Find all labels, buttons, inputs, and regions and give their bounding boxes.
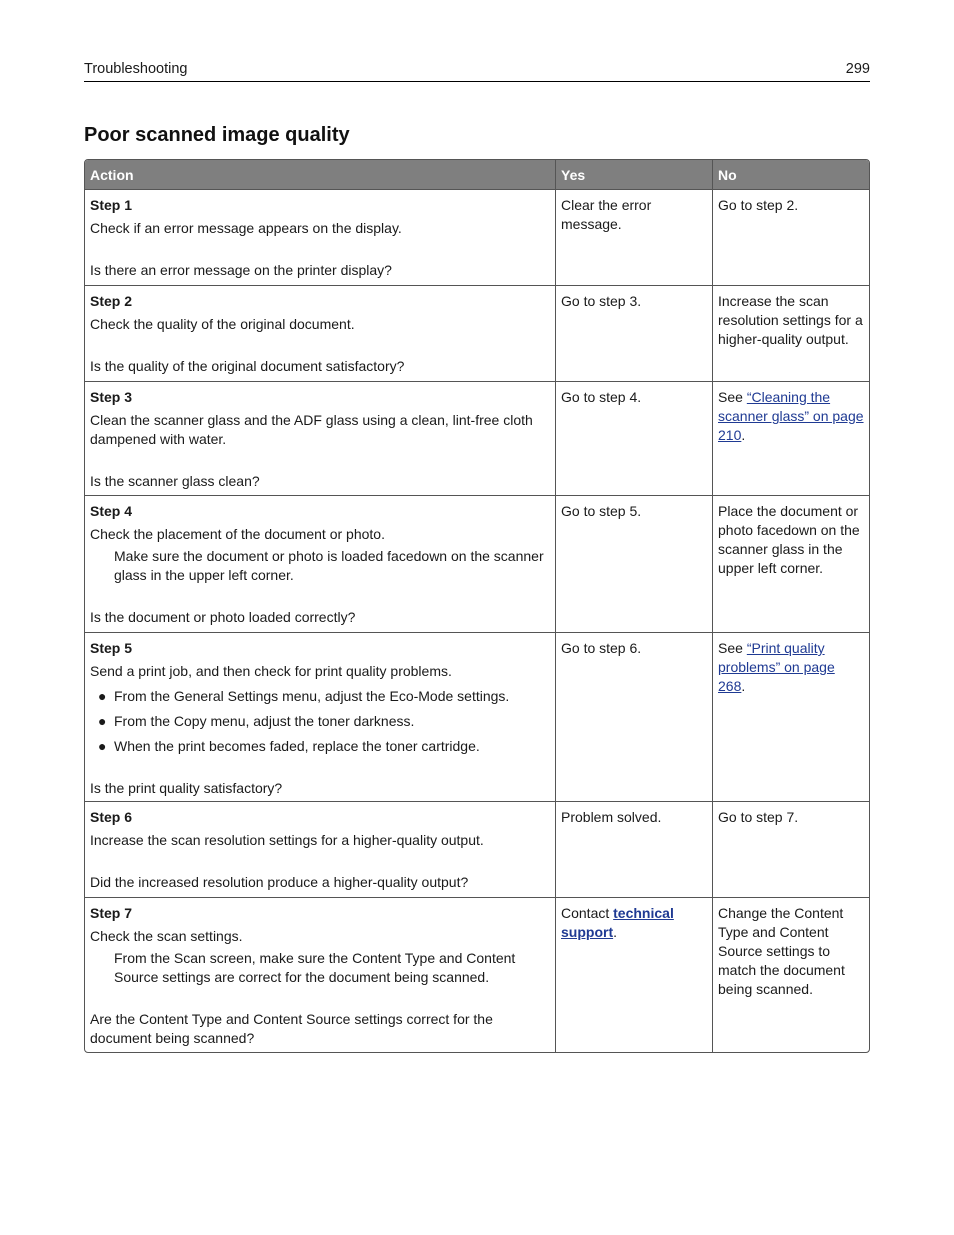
action-cell: [85, 382, 556, 495]
step-title: Step 1: [90, 197, 133, 213]
no-suffix: .: [741, 678, 746, 694]
table-row: [85, 801, 869, 897]
no-prefix: See: [718, 640, 747, 656]
no-cell: Place the document or photo facedown on the scanner glass in the upper left corner.: [718, 503, 860, 576]
step-instruction: Check the placement of the document or photo.: [90, 526, 385, 542]
page-header: [84, 58, 870, 82]
list-item: ● From the Copy menu, adjust the toner darkness.: [98, 713, 415, 729]
section-name: Troubleshooting: [84, 61, 188, 77]
step-detail: Make sure the document or photo is loaded facedown on the scanner glass in the upper left corner.: [114, 548, 544, 583]
troubleshooting-table: [84, 159, 870, 1053]
table-row: [85, 632, 869, 801]
no-cell: Increase the scan resolution settings for a higher-quality output.: [718, 293, 863, 347]
table-row: [85, 381, 869, 495]
step-instruction: Check if an error message appears on the display.: [90, 220, 402, 236]
no-cell: [713, 382, 869, 495]
yes-cell: Go to step 3.: [556, 286, 713, 381]
step-question: Is the quality of the original document satisfactory?: [90, 358, 405, 374]
step-question: Are the Content Type and Content Source settings correct for the document being scanned?: [90, 1011, 493, 1046]
step-question: Is the scanner glass clean?: [90, 473, 260, 489]
step-instruction: Clean the scanner glass and the ADF glass using a clean, lint-free cloth dampened with water.: [90, 412, 533, 447]
step-title: Step 5: [90, 640, 133, 656]
step-title: Step 6: [90, 809, 133, 825]
step-instruction: Increase the scan resolution settings for a higher-quality output.: [90, 832, 484, 848]
step-instruction: Check the scan settings.: [90, 928, 243, 944]
step-question: Is the print quality satisfactory?: [90, 780, 283, 796]
table-row: [85, 897, 869, 1052]
no-cell: Go to step 7.: [718, 809, 799, 825]
cleaning-scanner-glass-link[interactable]: “Cleaning the scanner glass” on page 210: [718, 389, 864, 443]
step-question: Is the document or photo loaded correctly?: [90, 609, 356, 625]
step-title: Step 7: [90, 905, 133, 921]
page-title: Poor scanned image quality: [84, 124, 350, 146]
bullet-icon: ●: [98, 738, 107, 754]
step-question: Is there an error message on the printer display?: [90, 262, 392, 278]
yes-cell: Clear the error message.: [556, 190, 713, 285]
bullet-icon: ●: [98, 713, 107, 729]
print-quality-problems-link[interactable]: “Print quality problems” on page 268: [718, 640, 835, 694]
no-cell: [713, 633, 869, 801]
step-question: Did the increased resolution produce a higher-quality output?: [90, 874, 469, 890]
yes-prefix: Contact: [561, 905, 614, 921]
yes-cell: [556, 898, 713, 1052]
yes-cell: Go to step 6.: [556, 633, 713, 801]
action-cell: [85, 496, 556, 632]
step-instruction: Check the quality of the original document.: [90, 316, 355, 332]
step-title: Step 4: [90, 503, 133, 519]
page-number: 299: [845, 61, 870, 77]
technical-support-link[interactable]: technical support: [561, 905, 674, 940]
column-header-no: No: [718, 167, 737, 183]
list-item: ● From the General Settings menu, adjust the Eco-Mode settings.: [98, 688, 510, 704]
table-row: [85, 189, 869, 285]
column-header-action: Action: [85, 160, 556, 189]
action-cell: [85, 190, 556, 285]
table-row: [85, 495, 869, 632]
no-prefix: See: [718, 389, 747, 405]
action-cell: [85, 802, 556, 897]
yes-cell: Problem solved.: [556, 802, 713, 897]
bullet-list: [90, 687, 550, 756]
list-item: ● When the print becomes faded, replace the toner cartridge.: [98, 738, 480, 754]
action-cell: [85, 633, 556, 801]
step-detail: From the Scan screen, make sure the Content Type and Content Source settings are correct for the document being scanned.: [114, 950, 516, 985]
step-instruction: Send a print job, and then check for print quality problems.: [90, 663, 452, 679]
table-row: [85, 285, 869, 381]
bullet-icon: ●: [98, 688, 107, 704]
no-suffix: .: [741, 427, 746, 443]
yes-cell: Go to step 4.: [556, 382, 713, 495]
step-title: Step 2: [90, 293, 133, 309]
no-cell: Go to step 2.: [718, 197, 799, 213]
yes-suffix: .: [613, 924, 617, 940]
column-header-yes: Yes: [556, 160, 713, 189]
table-header-row: [85, 160, 869, 189]
step-title: Step 3: [90, 389, 133, 405]
no-cell: Change the Content Type and Content Source settings to match the document being scanned.: [718, 905, 845, 997]
yes-cell: Go to step 5.: [556, 496, 713, 632]
action-cell: [85, 898, 556, 1052]
action-cell: [85, 286, 556, 381]
